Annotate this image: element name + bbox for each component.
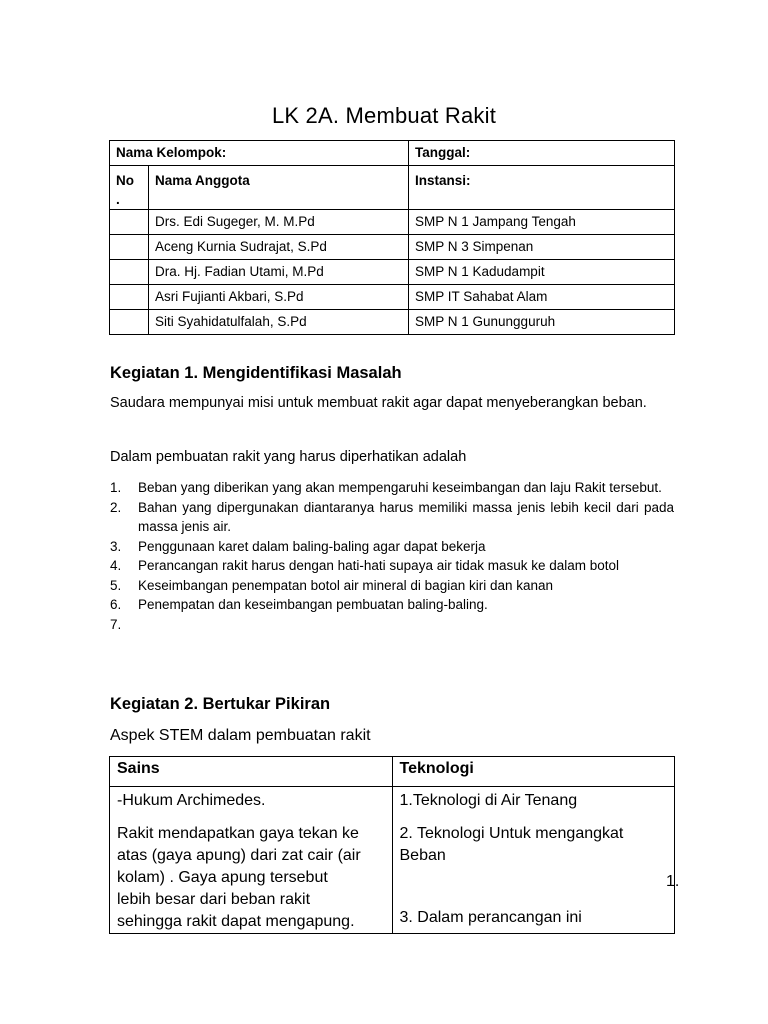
list-item: [110, 595, 674, 615]
member-name: Dra. Hj. Fadian Utami, M.Pd: [149, 260, 409, 285]
member-institution: SMP N 1 Jampang Tengah: [409, 210, 675, 235]
number-column-header: [110, 166, 149, 210]
member-number-cell: [110, 260, 149, 285]
list-item: [110, 498, 674, 537]
activity1-heading: Kegiatan 1. Mengidentifikasi Masalah: [110, 364, 402, 382]
institution-column-header: Instansi:: [409, 166, 675, 210]
page-number: 1.: [666, 873, 680, 890]
science-point-cell: [110, 787, 393, 821]
member-institution: SMP N 1 Gunungguruh: [409, 310, 675, 335]
list-item-text: Penempatan dan keseimbangan pembuatan baling-baling.: [138, 597, 488, 612]
list-item-number: 6.: [110, 597, 122, 612]
list-item: [110, 537, 674, 557]
member-institution: SMP N 1 Kadudampit: [409, 260, 675, 285]
member-number-cell: [110, 210, 149, 235]
table-row: [110, 235, 675, 260]
technology-point-2: Beban: [399, 847, 446, 864]
list-item-text: Beban yang diberikan yang akan mempengaruhi keseimbangan dan laju Rakit tersebut.: [138, 480, 662, 495]
table-row: [110, 260, 675, 285]
number-label: No: [116, 173, 134, 188]
member-name: Siti Syahidatulfalah, S.Pd: [149, 310, 409, 335]
member-name: Aceng Kurnia Sudrajat, S.Pd: [149, 235, 409, 260]
stem-row: [110, 820, 675, 934]
table-row: [110, 210, 675, 235]
technology-spacer: [400, 867, 668, 907]
number-label-dot: .: [116, 192, 120, 207]
stem-header-row: [110, 757, 675, 787]
list-item: [110, 615, 674, 635]
table-row: [110, 310, 675, 335]
member-name: Asri Fujianti Akbari, S.Pd: [149, 285, 409, 310]
technology-explanation-cell: [392, 820, 675, 934]
stem-row: [110, 787, 675, 821]
technology-point-3: 3. Dalam perancangan ini: [399, 909, 582, 926]
technology-point-2: 2. Teknologi Untuk mengangkat: [399, 825, 624, 842]
stem-table: [109, 756, 675, 934]
science-explanation-line: Rakit mendapatkan gaya tekan ke: [117, 825, 359, 842]
group-header-row: [110, 141, 675, 166]
science-explanation-line: lebih besar dari beban rakit: [117, 891, 311, 908]
member-number-cell: [110, 310, 149, 335]
conditions-list: [110, 478, 674, 634]
science-explanation-line: atas (gaya apung) dari zat cair (air: [117, 847, 361, 864]
member-number-cell: [110, 285, 149, 310]
group-info-table: [109, 140, 675, 335]
list-item: [110, 556, 674, 576]
list-item-number: 5.: [110, 577, 122, 593]
activity2-intro: Aspek STEM dalam pembuatan rakit: [110, 727, 371, 744]
list-item-number: 7.: [110, 616, 122, 632]
list-item-number: 4.: [110, 558, 122, 573]
activity2-heading: Kegiatan 2. Bertukar Pikiran: [110, 695, 331, 713]
group-name-label: Nama Kelompok:: [110, 141, 409, 166]
member-column-header: Nama Anggota: [149, 166, 409, 210]
technology-point-1: 1.Teknologi di Air Tenang: [399, 792, 578, 809]
science-explanation-line: sehingga rakit dapat mengapung.: [117, 913, 355, 930]
member-name: Drs. Edi Sugeger, M. M.Pd: [149, 210, 409, 235]
list-item-text: Penggunaan karet dalam baling-baling agar dapat bekerja: [138, 538, 486, 554]
science-explanation-cell: [110, 820, 393, 934]
science-point: -Hukum Archimedes.: [117, 792, 266, 809]
list-item: [110, 478, 674, 498]
member-institution: SMP IT Sahabat Alam: [409, 285, 675, 310]
activity1-lead: Dalam pembuatan rakit yang harus diperhatikan adalah: [110, 449, 467, 465]
technology-header-text: Teknologi: [399, 760, 474, 777]
list-item-text: Keseimbangan penempatan botol air mineral di bagian kiri dan kanan: [138, 577, 554, 593]
list-item-number: 2.: [110, 499, 122, 515]
technology-point-cell: [392, 787, 675, 821]
science-header: [110, 757, 393, 787]
list-item-text: Perancangan rakit harus dengan hati-hati supaya air tidak masuk ke dalam botol: [138, 558, 620, 573]
table-row: [110, 285, 675, 310]
member-institution: SMP N 3 Simpenan: [409, 235, 675, 260]
activity1-intro: Saudara mempunyai misi untuk membuat rakit agar dapat menyeberangkan beban.: [110, 395, 647, 411]
list-item-number: 3.: [110, 538, 122, 554]
science-header-text: Sains: [117, 760, 160, 777]
list-item-text: Bahan yang dipergunakan diantaranya harus memiliki massa jenis lebih kecil dari pada massa jenis air.: [138, 499, 674, 534]
list-item-number: 1.: [110, 480, 122, 495]
date-label: Tanggal:: [409, 141, 675, 166]
list-item: [110, 576, 674, 596]
page-title: LK 2A. Membuat Rakit: [271, 103, 497, 128]
member-header-row: [110, 166, 675, 210]
technology-header: [392, 757, 675, 787]
member-number-cell: [110, 235, 149, 260]
science-explanation-line: kolam) . Gaya apung tersebut: [117, 869, 328, 886]
